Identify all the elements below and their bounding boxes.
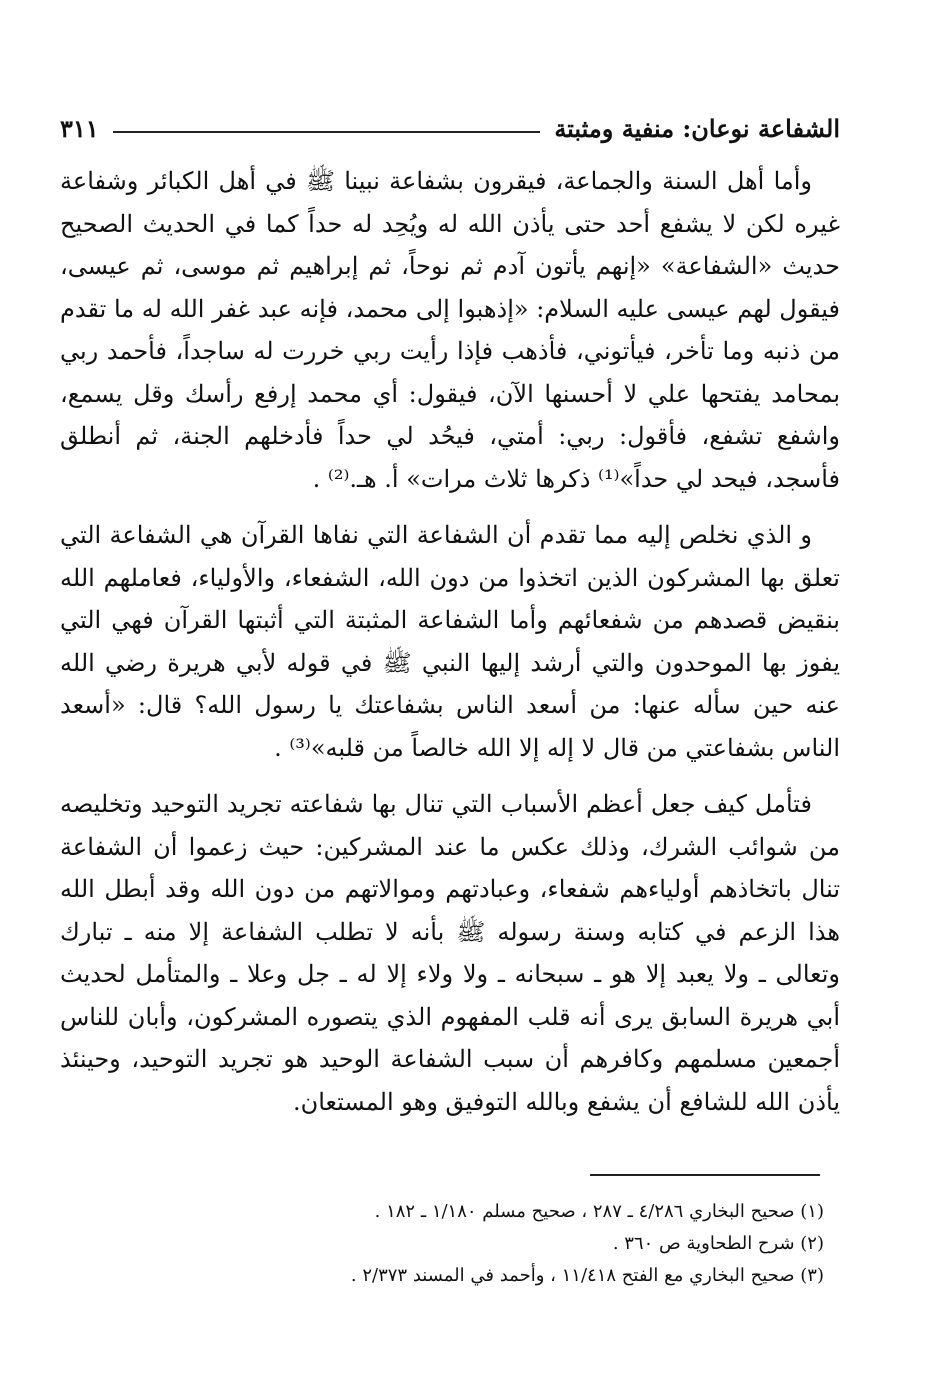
chapter-title: الشفاعة نوعان: منفية ومثبتة — [554, 113, 840, 143]
paragraph-1: وأما أهل السنة والجماعة، فيقرون بشفاعة نبينا ﷺ في أهل الكبائر وشفاعة غيره لكن لا يشفع أحد حتى يأذن الله له ويُحِد له حداً كما في الحديث الصحيح حديث «الشفاعة» «إنهم يأتون آدم ثم نوحاً، ثم إبراهيم ثم موسى، ثم عيسى، فيقول لهم عيسى عليه السلام: «إذهبوا إلى محمد، فإنه عبد غفر الله له ما تقدم من ذنبه وما تأخر، فيأتوني، فأذهب فإذا رأيت ربي خررت له ساجداً، فأحمد ربي بمحامد يفتحها علي لا أحسنها الآن، فيقول: أي محمد إرفع رأسك وقل يسمع، واشفع تشفع، فأقول: ربي: أمتي، فيحُد لي حداً فأدخلهم الجنة، ثم أنطلق فأسجد، فيحد لي حداً»⁽¹⁾ ذكرها ثلاث مرات» أ. هـ.⁽²⁾ . — [60, 167, 840, 493]
paragraph-2: و الذي نخلص إليه مما تقدم أن الشفاعة التي نفاها القرآن هي الشفاعة التي تعلق بها المشركون الذين اتخذوا من دون الله، الشفعاء، والأولياء، فعاملهم الله بنقيض قصدهم من شفعائهم وأما الشفاعة المثبتة التي أثبتها القرآن فهي التي يفوز بها الموحدون والتي أرشد إليها النبي ﷺ في قوله لأبي هريرة رضي الله عنه حين سأله عنها: من أسعد الناس بشفاعتك يا رسول الله؟ قال: «أسعد الناس بشفاعتي من قال لا إله إلا الله خالصاً من قلبه»⁽³⁾ . — [60, 521, 840, 762]
footnotes — [300, 1196, 824, 1292]
footnote-1: (١) صحيح البخاري ٤/٢٨٦ ـ ٢٨٧ ، صحيح مسلم ١/١٨٠ ـ ١٨٢ . — [374, 1201, 824, 1222]
running-header — [60, 108, 840, 148]
footnote-3: (٣) صحيح البخاري مع الفتح ١١/٤١٨ ، وأحمد في المسند ٢/٣٧٣ . — [350, 1265, 824, 1286]
footnote-2: (٢) شرح الطحاوية ص ٣٦٠ . — [612, 1233, 824, 1254]
paragraph-3: فتأمل كيف جعل أعظم الأسباب التي تنال بها شفاعته تجريد التوحيد وتخليصه من شوائب الشرك، وذلك عكس ما عند المشركين: حيث زعموا أن الشفاعة تنال باتخاذهم أولياءهم شفعاء، وعبادتهم وموالاتهم من دون الله وقد أبطل الله هذا الزعم في كتابه وسنة رسوله ﷺ بأنه لا تطلب الشفاعة إلا منه ـ تبارك وتعالى ـ ولا يعبد إلا هو ـ سبحانه ـ ولا ولاء إلا له ـ جل وعلا ـ والمتأمل لحديث أبي هريرة السابق يرى أنه قلب المفهوم الذي يتصوره المشركون، وأبان للناس أجمعين مسلمهم وكافرهم أن سبب الشفاعة الوحيد هو تجريد التوحيد، وحينئذ يأذن الله للشافع أن يشفع وبالله التوفيق وهو المستعان. — [60, 790, 840, 1116]
main-text — [60, 160, 840, 1137]
footnote-separator — [590, 1174, 820, 1176]
page-number: ٣١١ — [60, 113, 99, 143]
header-rule — [113, 131, 541, 133]
